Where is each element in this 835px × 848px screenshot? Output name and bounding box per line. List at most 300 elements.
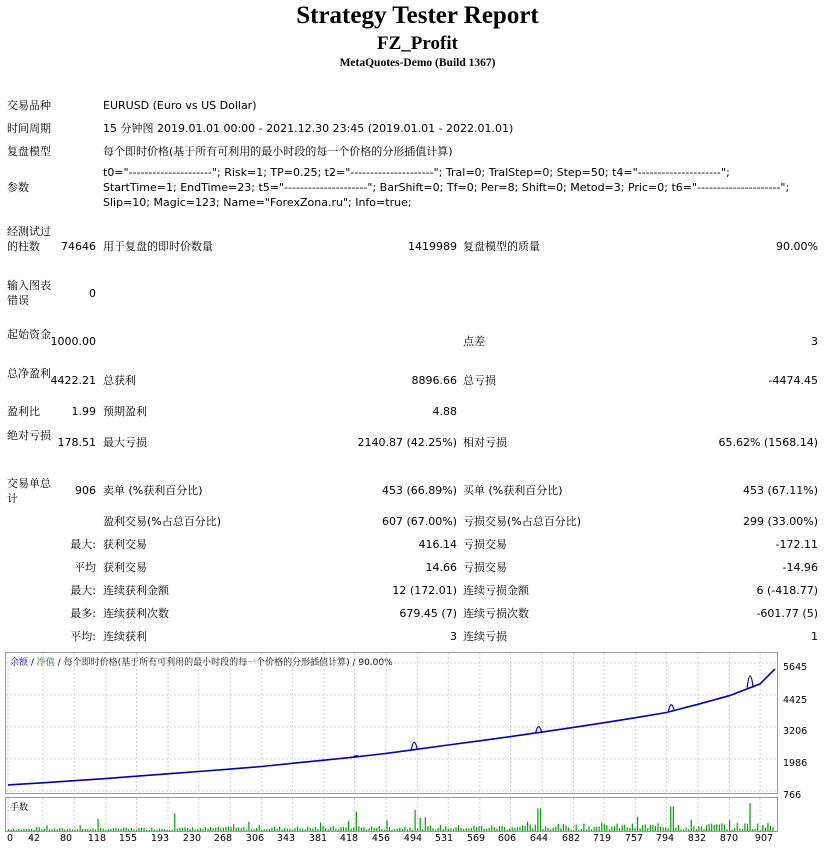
average-profit-value: 14.66 <box>425 561 457 574</box>
volume-bar <box>149 830 150 831</box>
volume-bar <box>471 828 472 831</box>
volume-bar <box>179 828 180 831</box>
volume-bar <box>432 828 433 831</box>
volume-bar <box>133 829 134 831</box>
volume-label: 手数 <box>10 803 29 813</box>
volume-bar <box>757 824 758 831</box>
largest-loss-label: 亏损交易 <box>463 538 507 551</box>
volume-bar <box>550 829 551 831</box>
volume-bar <box>190 829 191 831</box>
volume-bar <box>123 827 124 831</box>
volume-bar <box>742 829 743 831</box>
x-tick-label: 0 <box>6 833 14 844</box>
volume-bar <box>34 830 35 831</box>
volume-bar <box>82 829 83 831</box>
rel-drawdown-value: 65.62% (1568.14) <box>718 436 818 449</box>
volume-bar <box>586 830 587 831</box>
abs-drawdown-value: 178.51 <box>57 436 96 449</box>
volume-bar <box>187 828 188 831</box>
volume-bar <box>141 828 142 831</box>
volume-bar <box>596 827 597 831</box>
volume-bar <box>49 830 50 831</box>
volume-bar <box>126 828 127 831</box>
volume-bar <box>489 828 490 831</box>
volume-bar <box>581 829 582 831</box>
volume-bar <box>601 822 602 831</box>
x-tick-label: 870 <box>719 833 739 844</box>
max-consec-label: 最大: <box>70 584 96 597</box>
volume-chart <box>5 797 778 832</box>
long-positions-label: 买单 (%获利百分比) <box>463 484 563 497</box>
volume-bar <box>660 827 661 831</box>
largest-loss-value: -172.11 <box>775 538 818 551</box>
volume-bar <box>461 828 462 831</box>
volume-bar <box>57 829 58 831</box>
volume-bar <box>62 828 63 831</box>
volume-bar <box>213 828 214 831</box>
volume-bar <box>115 828 116 831</box>
volume-bar <box>481 826 482 831</box>
volume-bar <box>351 829 352 831</box>
volume-bar <box>51 829 52 831</box>
volume-bar <box>744 823 745 831</box>
volume-bar <box>409 828 410 831</box>
volume-bar <box>535 825 536 831</box>
volume-bar <box>719 825 720 831</box>
volume-bar <box>555 827 556 831</box>
x-tick-label: 682 <box>561 833 581 844</box>
volume-bar <box>36 827 37 831</box>
volume-bar <box>136 830 137 831</box>
volume-bar <box>484 829 485 831</box>
volume-bar <box>72 830 73 831</box>
volume-bar <box>284 828 285 831</box>
maximal-label: 最多: <box>70 607 96 620</box>
volume-bar <box>169 830 170 831</box>
volume-bar <box>599 826 600 831</box>
volume-bar <box>343 827 344 831</box>
x-tick-label: 268 <box>213 833 233 844</box>
volume-bar <box>604 824 605 831</box>
volume-bar <box>386 820 387 831</box>
volume-bar <box>297 826 298 831</box>
volume-bar <box>448 829 449 831</box>
volume-bar <box>729 820 730 831</box>
volume-bar <box>629 828 630 831</box>
avg-consec-losses-label: 连续亏损 <box>463 630 507 643</box>
volume-bar <box>320 822 321 831</box>
max-consec-wins-value: 12 (172.01) <box>392 584 457 597</box>
volume-bar <box>39 827 40 831</box>
avg-consec-losses-value: 1 <box>811 630 818 643</box>
volume-bar <box>440 825 441 831</box>
volume-bar <box>714 825 715 831</box>
volume-bar <box>553 828 554 831</box>
volume-bar <box>701 826 702 831</box>
volume-bar <box>706 825 707 831</box>
maximal-wins-label: 连续获利次数 <box>103 607 169 620</box>
volume-bar <box>154 830 155 831</box>
quality-label: 复盘模型的质量 <box>463 240 540 253</box>
volume-bar <box>578 830 579 831</box>
volume-bar <box>389 827 390 831</box>
volume-bar <box>445 826 446 831</box>
volume-bar <box>54 828 55 831</box>
volume-bar <box>668 828 669 831</box>
profit-trades-value: 607 (67.00%) <box>381 515 457 528</box>
volume-bar <box>519 827 520 831</box>
loss-trades-label: 亏损交易(%占总百分比) <box>463 515 582 528</box>
volume-bar <box>100 828 101 831</box>
volume-bar <box>381 829 382 831</box>
volume-bar <box>46 825 47 831</box>
long-positions-value: 453 (67.11%) <box>742 484 818 497</box>
volume-bar <box>335 828 336 831</box>
volume-bar <box>657 823 658 831</box>
volume-bar <box>69 829 70 831</box>
volume-bar <box>220 829 221 831</box>
volume-bar <box>67 829 68 831</box>
volume-bar <box>468 828 469 831</box>
volume-bar <box>678 825 679 831</box>
volume-bar <box>87 829 88 831</box>
volume-bar <box>611 827 612 831</box>
maximal-losses-label: 连续亏损次数 <box>463 607 529 620</box>
volume-bar <box>95 829 96 831</box>
volume-bar <box>494 827 495 831</box>
x-tick-label: 531 <box>434 833 454 844</box>
x-tick-label: 494 <box>403 833 423 844</box>
x-tick-label: 606 <box>497 833 517 844</box>
volume-bar <box>151 828 152 831</box>
volume-bar <box>11 830 12 831</box>
volume-bar <box>639 829 640 831</box>
volume-bar <box>683 829 684 831</box>
maximal-wins-value: 679.45 (7) <box>399 607 457 620</box>
volume-bar <box>177 829 178 831</box>
volume-bar <box>356 812 357 831</box>
x-tick-label: 719 <box>592 833 612 844</box>
volume-bar <box>565 825 566 831</box>
volume-bar <box>476 827 477 831</box>
expert-advisor-name: FZ_Profit <box>377 33 458 54</box>
volume-bar <box>131 828 132 831</box>
avg-consec-label: 平均: <box>70 630 96 643</box>
volume-bar <box>545 827 546 831</box>
volume-bar <box>317 829 318 831</box>
model-value: 每个即时价格(基于所有可利用的最小时段的每一个价格的分形插值计算) <box>103 145 453 158</box>
average-profit-label: 获利交易 <box>103 561 147 574</box>
volume-bar <box>292 830 293 831</box>
volume-bar <box>379 826 380 831</box>
volume-bar <box>358 826 359 831</box>
volume-bar <box>200 828 201 831</box>
volume-bar <box>210 827 211 831</box>
legend-sep-3: / <box>349 658 359 668</box>
average-loss-label: 亏损交易 <box>463 561 507 574</box>
volume-bar <box>302 828 303 831</box>
volume-bar <box>248 822 249 831</box>
volume-bar <box>363 827 364 831</box>
volume-bar <box>499 826 500 831</box>
volume-bar <box>218 827 219 831</box>
short-positions-label: 卖单 (%获利百分比) <box>103 484 203 497</box>
volume-bar <box>197 829 198 831</box>
volume-bar <box>665 827 666 831</box>
volume-bar <box>558 824 559 831</box>
errors-value: 0 <box>89 287 96 300</box>
volume-bar <box>118 829 119 831</box>
rel-drawdown-label: 相对亏损 <box>463 436 507 449</box>
volume-bar <box>652 825 653 831</box>
volume-bar <box>507 830 508 831</box>
volume-bar <box>253 829 254 831</box>
volume-bar <box>274 827 275 831</box>
volume-bar <box>205 827 206 831</box>
volume-bar <box>443 829 444 831</box>
volume-bar <box>243 827 244 831</box>
gross-loss-label: 总亏损 <box>463 374 496 387</box>
volume-bar <box>282 830 283 831</box>
quality-value: 90.00% <box>776 240 818 253</box>
volume-bar <box>215 828 216 831</box>
volume-bar <box>691 820 692 831</box>
volume-bar <box>172 830 173 831</box>
volume-bar <box>182 828 183 831</box>
volume-bar <box>568 828 569 831</box>
loss-trades-value: 299 (33.00%) <box>742 515 818 528</box>
volume-bar <box>593 827 594 831</box>
volume-bar <box>576 824 577 831</box>
volume-bar <box>31 829 32 831</box>
volume-bar <box>772 827 773 831</box>
volume-bar <box>619 828 620 831</box>
x-tick-label: 644 <box>529 833 549 844</box>
volume-bar <box>588 826 589 831</box>
legend-model: 每个即时价格(基于所有可利用的最小时段的每一个价格的分形插值计算) <box>63 658 350 668</box>
volume-bar <box>560 828 561 831</box>
volume-bar <box>90 829 91 831</box>
volume-bar <box>749 803 750 831</box>
volume-bar <box>463 829 464 831</box>
x-tick-label: 832 <box>687 833 707 844</box>
volume-bar <box>420 818 421 831</box>
volume-bar <box>724 825 725 831</box>
volume-bar <box>23 829 24 831</box>
volume-bar <box>524 826 525 831</box>
volume-bar <box>478 826 479 831</box>
volume-bar <box>233 824 234 831</box>
avg-consec-wins-label: 连续获利 <box>103 630 147 643</box>
volume-bar <box>368 828 369 831</box>
volume-bar <box>223 828 224 831</box>
legend-quality: 90.00% <box>358 658 393 668</box>
volume-bar <box>287 828 288 831</box>
volume-bar <box>366 830 367 831</box>
x-tick-label: 794 <box>655 833 675 844</box>
volume-bar <box>622 825 623 831</box>
volume-bar <box>402 829 403 831</box>
volume-bar <box>415 810 416 831</box>
maximal-losses-value: -601.77 (5) <box>756 607 818 620</box>
symbol-value: EURUSD (Euro vs US Dollar) <box>103 99 257 112</box>
volume-bar <box>422 829 423 831</box>
volume-bar <box>18 829 19 831</box>
volume-bar <box>392 830 393 831</box>
x-tick-label: 42 <box>27 833 41 844</box>
volume-bar <box>225 827 226 831</box>
volume-bar <box>394 829 395 831</box>
volume-bar <box>737 823 738 831</box>
volume-bar <box>64 830 65 831</box>
volume-bar <box>228 827 229 831</box>
volume-bar <box>207 829 208 831</box>
volume-bar <box>294 828 295 831</box>
volume-bar <box>547 828 548 831</box>
gross-loss-value: -4474.45 <box>768 374 818 387</box>
volume-bar <box>698 826 699 831</box>
volume-bar <box>74 830 75 831</box>
volume-bar <box>609 829 610 831</box>
volume-bar <box>770 826 771 831</box>
volume-bar <box>537 808 538 831</box>
largest-profit-label: 获利交易 <box>103 538 147 551</box>
y-tick-label: 1986 <box>783 758 808 769</box>
volume-bar <box>307 827 308 831</box>
volume-bar <box>512 827 513 831</box>
volume-bar <box>376 828 377 831</box>
volume-bar <box>765 828 766 831</box>
gross-profit-value: 8896.66 <box>411 374 457 387</box>
volume-bar <box>407 830 408 831</box>
x-tick-label: 343 <box>276 833 296 844</box>
volume-bar <box>340 827 341 831</box>
volume-bar <box>241 828 242 831</box>
volume-bar <box>417 828 418 831</box>
volume-bar <box>256 828 257 831</box>
volume-bar <box>16 830 17 831</box>
x-tick-label: 907 <box>754 833 774 844</box>
max-drawdown-value: 2140.87 (42.25%) <box>357 436 457 449</box>
legend-sep-1: / <box>28 658 37 668</box>
legend-balance: 余额 <box>10 658 29 668</box>
volume-bar <box>146 830 147 831</box>
volume-bar <box>762 825 763 831</box>
x-tick-label: 456 <box>371 833 391 844</box>
volume-bar <box>384 830 385 831</box>
volume-bar <box>522 825 523 831</box>
symbol-label: 交易品种 <box>7 99 51 112</box>
volume-bar <box>328 829 329 831</box>
expected-payoff-value: 4.88 <box>432 405 457 418</box>
x-tick-label: 230 <box>182 833 202 844</box>
y-tick-label: 4425 <box>783 695 808 706</box>
volume-bar <box>269 829 270 831</box>
volume-bar <box>450 828 451 831</box>
x-tick-label: 306 <box>245 833 265 844</box>
period-value: 15 分钟图 2019.01.01 00:00 - 2021.12.30 23:45 (2019.01.01 - 2022.01.01) <box>103 122 514 135</box>
volume-bar <box>747 824 748 831</box>
volume-bar <box>634 828 635 831</box>
x-tick-label: 155 <box>118 833 138 844</box>
volume-bar <box>315 827 316 831</box>
volume-bar <box>305 829 306 831</box>
y-tick-label: 766 <box>783 790 802 801</box>
volume-bar <box>246 830 247 831</box>
volume-bar <box>26 829 27 831</box>
x-tick-label: 381 <box>308 833 328 844</box>
volume-bar <box>345 827 346 831</box>
volume-bar <box>192 827 193 831</box>
x-tick-label: 193 <box>150 833 170 844</box>
average-label: 平均 <box>74 561 96 574</box>
volume-bar <box>251 829 252 831</box>
volume-bar <box>202 829 203 831</box>
volume-bar <box>397 829 398 831</box>
volume-bar <box>721 823 722 831</box>
volume-bar <box>138 828 139 831</box>
balance-chart-svg <box>6 653 777 793</box>
volume-bar <box>645 824 646 831</box>
volume-bar <box>542 829 543 831</box>
volume-bar <box>438 828 439 831</box>
legend-sep-2: / <box>54 658 64 668</box>
abs-drawdown-label: 绝对亏损 <box>7 429 51 442</box>
volume-bar <box>322 826 323 831</box>
volume-bar <box>767 823 768 831</box>
volume-bar <box>614 826 615 831</box>
deposit-label: 起始资金 <box>7 328 51 341</box>
x-tick-label: 569 <box>466 833 486 844</box>
volume-bar <box>632 824 633 831</box>
volume-bar <box>374 828 375 831</box>
volume-bar <box>230 827 231 831</box>
volume-bar <box>167 830 168 831</box>
model-label: 复盘模型 <box>7 145 51 158</box>
volume-bar <box>760 830 761 831</box>
volume-bar <box>739 828 740 831</box>
deposit-value: 1000.00 <box>50 335 96 348</box>
volume-bar <box>650 825 651 831</box>
volume-bar <box>85 829 86 831</box>
volume-bar <box>310 828 311 831</box>
volume-bar <box>504 827 505 831</box>
volume-bar <box>637 817 638 831</box>
volume-bar <box>174 813 175 831</box>
volume-bar <box>361 828 362 831</box>
volume-bar <box>527 822 528 831</box>
volume-bar <box>120 829 121 831</box>
volume-bar <box>325 828 326 831</box>
volume-bar <box>399 827 400 831</box>
volume-bar <box>261 830 262 831</box>
volume-bar <box>266 829 267 831</box>
average-loss-value: -14.96 <box>782 561 818 574</box>
volume-bar <box>570 829 571 831</box>
x-tick-label: 118 <box>87 833 107 844</box>
volume-bar <box>80 825 81 831</box>
volume-bar <box>693 826 694 831</box>
bars-value: 74646 <box>61 240 96 253</box>
volume-bar <box>264 829 265 831</box>
equity-spike <box>747 676 753 688</box>
volume-bar <box>514 828 515 831</box>
y-tick-label: 3206 <box>783 726 808 737</box>
volume-bar <box>466 828 467 831</box>
volume-bar <box>673 806 674 831</box>
net-profit-value: 4422.21 <box>50 374 96 387</box>
volume-bar <box>97 819 98 831</box>
